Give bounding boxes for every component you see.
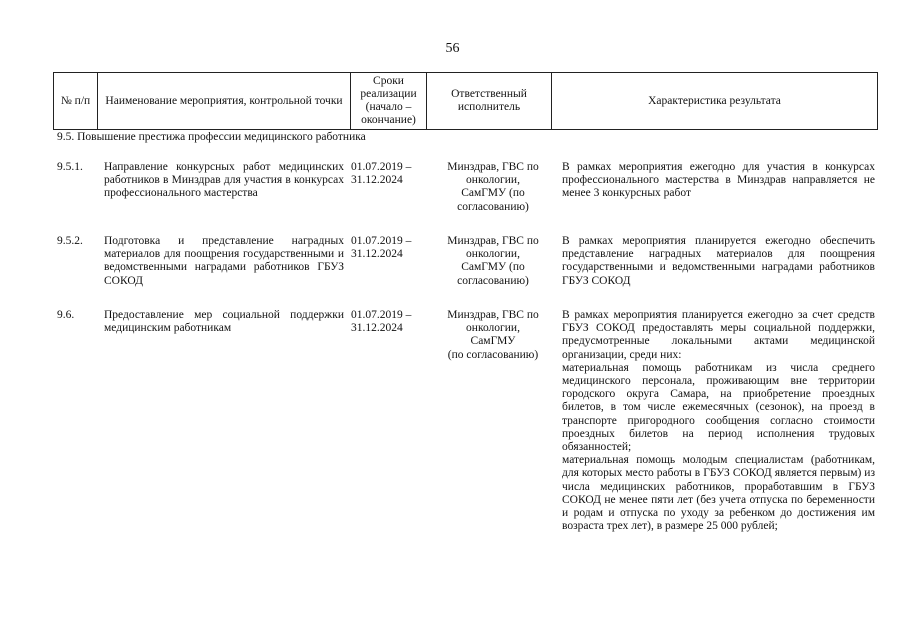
header-responsible: Ответственный исполнитель: [427, 73, 552, 130]
header-name: Наименование мероприятия, контрольной точки: [98, 73, 351, 130]
row-end: 31.12.2024: [351, 322, 403, 335]
result-paragraph: В рамках мероприятия ежегодно для участия в конкурсах профессионального мастерства в Минздрав направляется не менее 3 конкурсных работ: [562, 161, 875, 200]
row-end: 31.12.2024: [351, 248, 403, 261]
row-dates: [351, 235, 431, 261]
page-number: 56: [445, 41, 460, 56]
header-dates: Сроки реализации (начало – окончание): [351, 73, 427, 130]
row-responsible: [432, 235, 554, 288]
result-paragraph: В рамках мероприятия планируется ежегодно за счет средств ГБУЗ СОКОД предоставлять меры социальной поддержки, предусмотренные локальными актами медицинской организации, среди них:: [562, 309, 875, 361]
row-result: [562, 161, 875, 201]
resp-line: СамГМУ: [470, 335, 516, 348]
resp-line: согласованию): [457, 274, 529, 287]
header-result: Характеристика результата: [552, 73, 878, 130]
resp-line: Минздрав, ГВС по: [447, 235, 539, 247]
row-start: 01.07.2019 –: [351, 309, 412, 321]
row-number: 9.6.: [57, 309, 75, 321]
resp-line: онкологии,: [466, 174, 520, 187]
row-dates: [351, 161, 431, 187]
result-paragraph: материальная помощь молодым специалистам (работникам, для которых место работы в ГБУЗ СОКОД является первым) из числа медицинских работников, проработавшим в ГБУЗ СОКОД не менее пяти лет (без учета отпуска по беременности и родам и отпуска по уходу за ребенком до достижения им возраста трех лет), в размере 25 000 рублей;: [562, 454, 875, 533]
resp-line: (по согласованию): [447, 348, 539, 361]
row-end: 31.12.2024: [351, 174, 403, 187]
section-title: 9.5. Повышение престижа профессии медицинского работника: [57, 131, 366, 143]
row-responsible: [432, 309, 554, 362]
resp-line: онкологии,: [466, 248, 520, 261]
resp-line: СамГМУ (по: [461, 261, 525, 274]
result-paragraph: В рамках мероприятия планируется ежегодно обеспечить представление наградных материалов для поощрения государственными и ведомственными наградами работников ГБУЗ СОКОД: [562, 235, 875, 287]
row-number: 9.5.2.: [57, 235, 83, 247]
resp-line: согласованию): [457, 200, 529, 213]
row-name: Предоставление мер социальной поддержки медицинским работникам: [104, 309, 344, 335]
resp-line: Минздрав, ГВС по: [447, 161, 539, 173]
resp-line: Минздрав, ГВС по: [447, 309, 539, 321]
row-dates: [351, 309, 431, 335]
row-name: Направление конкурсных работ медицинских работников в Минздрав для участия в конкурсах профессионального мастерства: [104, 161, 344, 200]
row-name: Подготовка и представление наградных материалов для поощрения государственными и ведомственными наградами работников ГБУЗ СОКОД: [104, 235, 344, 287]
result-paragraph: материальная помощь работникам из числа среднего медицинского персонала, проживающим вне территории городского округа Самара, на приобретение проездных билетов, в том числе ежемесячных (сезонок), на проезд в транспорте пригородного сообщения согласно стоимости проездных билетов на период исполнения трудовых обязанностей;: [562, 361, 875, 454]
header-num: № п/п: [54, 73, 98, 130]
resp-line: СамГМУ (по: [461, 187, 525, 200]
row-result: [562, 235, 875, 288]
row-start: 01.07.2019 –: [351, 235, 412, 247]
table-header: [53, 72, 878, 130]
row-start: 01.07.2019 –: [351, 161, 412, 173]
row-number: 9.5.1.: [57, 161, 83, 173]
resp-line: онкологии,: [466, 322, 520, 335]
row-result: [562, 309, 875, 533]
row-responsible: [432, 161, 554, 214]
